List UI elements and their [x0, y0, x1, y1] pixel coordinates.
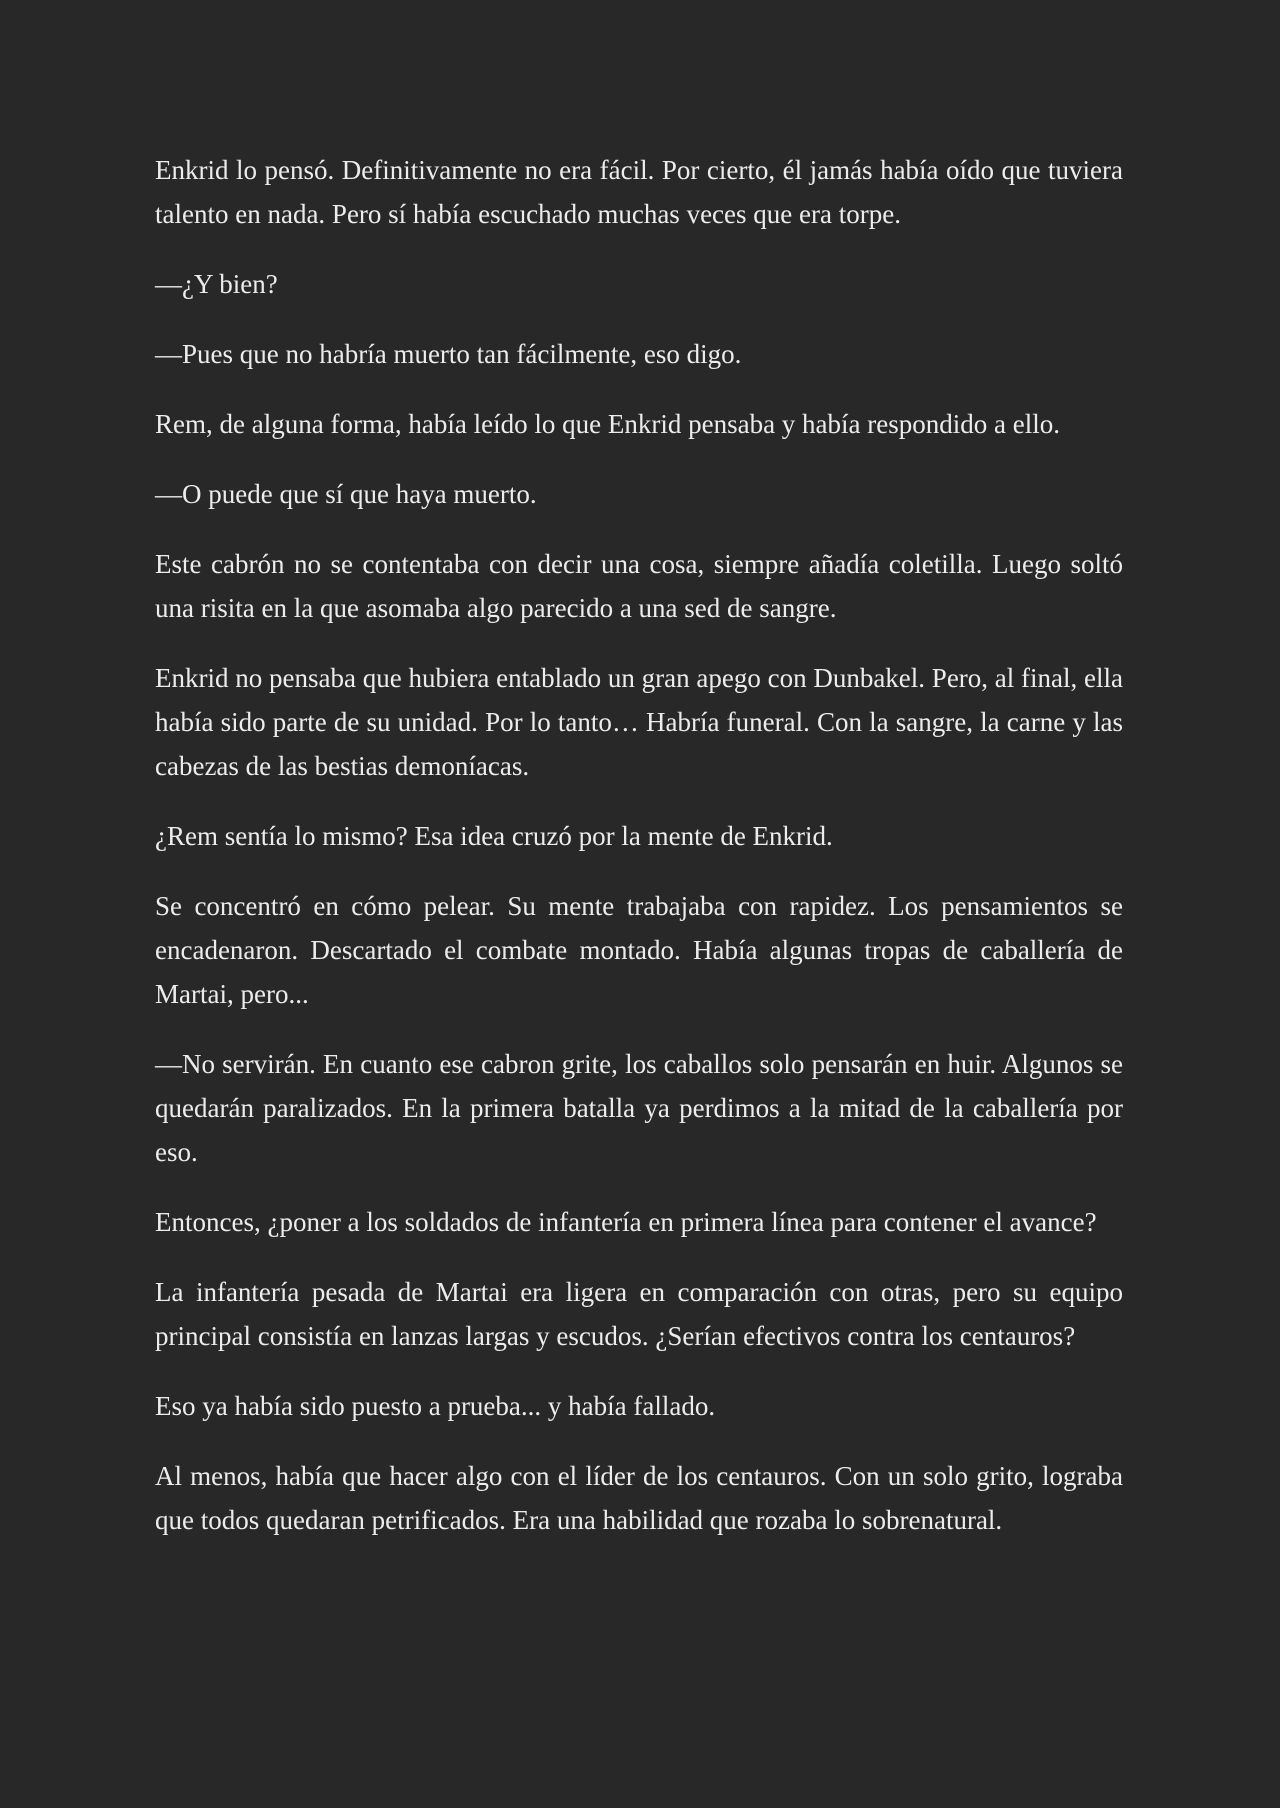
paragraph: —No servirán. En cuanto ese cabron grite, los caballos solo pensarán en huir. Algunos se quedarán paralizados. En la primera batalla ya perdimos a la mitad de la caballería por eso. — [155, 1049, 1123, 1167]
paragraph: Al menos, había que hacer algo con el líder de los centauros. Con un solo grito, lograba que todos quedaran petrificados. Era una habilidad que rozaba lo sobrenatural. — [155, 1461, 1123, 1535]
paragraph: Enkrid lo pensó. Definitivamente no era fácil. Por cierto, él jamás había oído que tuviera talento en nada. Pero sí había escuchado muchas veces que era torpe. — [155, 155, 1123, 229]
document-page — [155, 148, 1123, 1568]
paragraph: Entonces, ¿poner a los soldados de infantería en primera línea para contener el avance? — [155, 1207, 1097, 1237]
paragraph: Enkrid no pensaba que hubiera entablado un gran apego con Dunbakel. Pero, al final, ella había sido parte de su unidad. Por lo tanto… Habría funeral. Con la sangre, la carne y las cabezas de las bestias demoníacas. — [155, 663, 1123, 781]
paragraph: —O puede que sí que haya muerto. — [155, 479, 537, 509]
paragraph: Se concentró en cómo pelear. Su mente trabajaba con rapidez. Los pensamientos se encadenaron. Descartado el combate montado. Había algunas tropas de caballería de Martai, pero... — [155, 891, 1123, 1009]
paragraph: Rem, de alguna forma, había leído lo que Enkrid pensaba y había respondido a ello. — [155, 409, 1060, 439]
paragraph: Este cabrón no se contentaba con decir una cosa, siempre añadía coletilla. Luego soltó una risita en la que asomaba algo parecido a una sed de sangre. — [155, 549, 1123, 623]
paragraph: La infantería pesada de Martai era ligera en comparación con otras, pero su equipo principal consistía en lanzas largas y escudos. ¿Serían efectivos contra los centauros? — [155, 1277, 1123, 1351]
paragraph: —Pues que no habría muerto tan fácilmente, eso digo. — [155, 339, 742, 369]
paragraph: ¿Rem sentía lo mismo? Esa idea cruzó por la mente de Enkrid. — [155, 821, 833, 851]
paragraph: Eso ya había sido puesto a prueba... y había fallado. — [155, 1391, 716, 1421]
paragraph: —¿Y bien? — [155, 269, 278, 299]
